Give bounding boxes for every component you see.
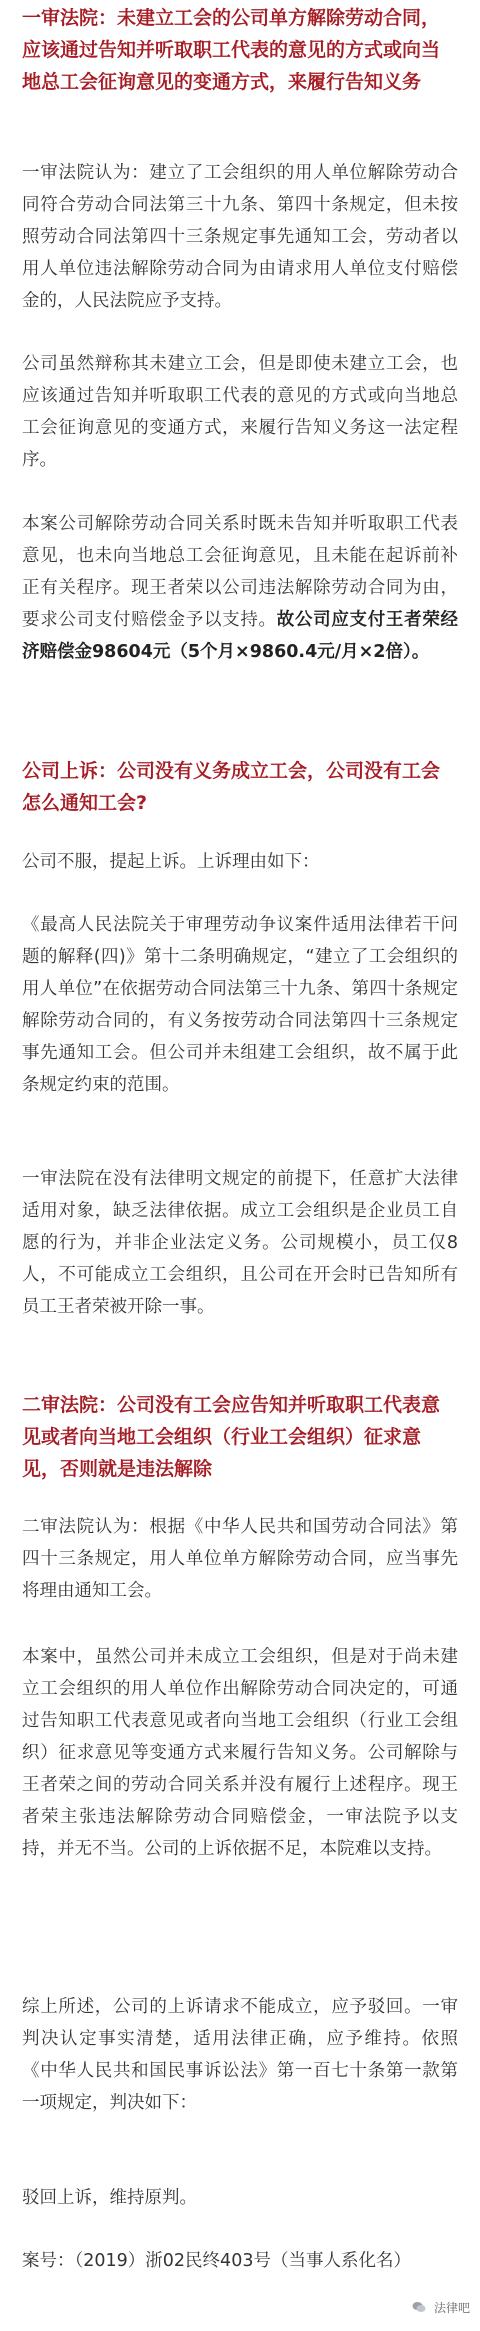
paragraph: 综上所述，公司的上诉请求不能成立，应予驳回。一审判决认定事实清楚，适用法律正确，应予维持。依照《中华人民共和国民事诉讼法》第一百七十条第一款第一项规定，判决如下： (22, 1997, 458, 2113)
case-number: 案号：（2019）浙02民终403号（当事人系化名） (22, 2251, 411, 2271)
section-appeal (22, 755, 458, 819)
paragraph: 驳回上诉，维持原判。 (22, 2188, 197, 2208)
wechat-icon (409, 2297, 429, 2317)
section-title: 一审法院：未建立工会的公司单方解除劳动合同，应该通过告知并听取职工代表的意见的方式或向当地总工会征询意见的变通方式，来履行告知义务 (22, 7, 441, 93)
paragraph: 《最高人民法院关于审理劳动争议案件适用法律若干问题的解释(四)》第十二条明确规定，“建立了工会组织的用人单位”在依据劳动合同法第三十九条、第四十条规定解除劳动合同的，有义务按劳动合同法第四十三条规定事先通知工会。但公司并未组建工会组织，故不属于此条规定约束的范围。 (22, 915, 458, 1095)
section-first-instance-body (22, 157, 458, 317)
paragraph (22, 508, 458, 668)
section-title: 二审法院：公司没有工会应告知并听取职工代表意见或者向当地工会组织（行业工会组织）征求意见，否则就是违法解除 (22, 1394, 441, 1480)
paragraph: 二审法院认为：根据《中华人民共和国劳动合同法》第四十三条规定，用人单位单方解除劳动合同，应当事先将理由通知工会。 (22, 1517, 458, 1601)
watermark (409, 2297, 470, 2317)
paragraph: 本案中，虽然公司并未成立工会组织，但是对于尚未建立工会组织的用人单位作出解除劳动合同决定的，可通过告知职工代表意见或者向当地工会组织（行业工会组织）征求意见等变通方式来履行告知义务。公司解除与王者荣之间的劳动合同关系并没有履行上述程序。现王者荣主张违法解除劳动合同赔偿金，一审法院予以支持，并无不当。公司的上诉依据不足，本院难以支持。 (22, 1647, 458, 1859)
paragraph: 公司不服，提起上诉。上诉理由如下： (22, 852, 320, 872)
compensation-conclusion: 故公司应支付王者荣经济赔偿金98604元（5个月×9860.4元/月×2倍）。 (22, 610, 459, 662)
watermark-text: 法律吧 (433, 2300, 470, 2315)
paragraph: 一审法院认为：建立了工会组织的用人单位解除劳动合同符合劳动合同法第三十九条、第四十条规定，但未按照劳动合同法第四十三条规定事先通知工会，劳动者以用人单位违法解除劳动合同为由请求用人单位支付赔偿金的，人民法院应予支持。 (22, 163, 458, 311)
section-first-instance (22, 2, 458, 98)
paragraph: 公司虽然辩称其未建立工会，但是即使未建立工会，也应该通过告知并听取职工代表的意见的方式或向当地总工会征询意见的变通方式，来履行告知义务这一法定程序。 (22, 354, 458, 470)
paragraph-text: 本案公司解除劳动合同关系时既未告知并听取职工代表意见，也未向当地总工会征询意见，且未能在起诉前补正有关程序。现王者荣以公司违法解除劳动合同为由，要求公司支付赔偿金予以支持。 (22, 514, 458, 630)
section-second-instance (22, 1389, 458, 1485)
section-title: 公司上诉：公司没有义务成立工会，公司没有工会怎么通知工会? (22, 760, 441, 814)
paragraph: 一审法院在没有法律明文规定的前提下，任意扩大法律适用对象，缺乏法律依据。成立工会组织是企业员工自愿的行为，并非企业法定义务。公司规模小，员工仅8人，不可能成立工会组织，且公司在开会时已告知所有员工王者荣被开除一事。 (22, 1169, 458, 1317)
